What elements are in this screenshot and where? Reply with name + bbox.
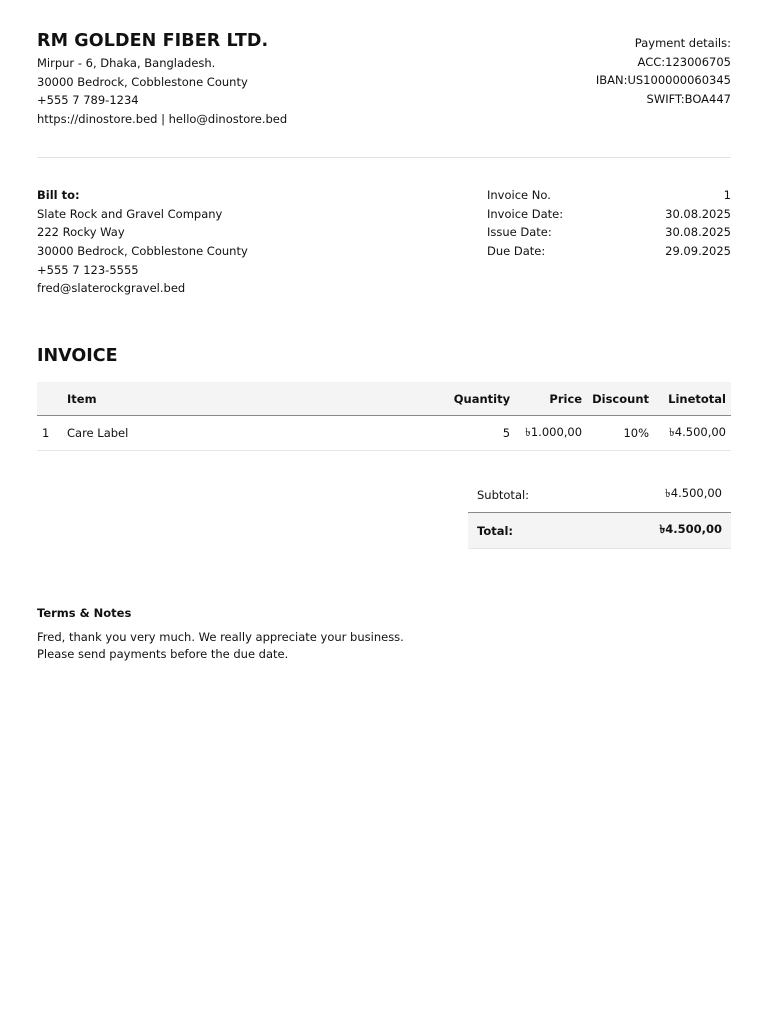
header-linetotal: Linetotal: [654, 382, 731, 416]
meta-row-invoice-date: [487, 205, 731, 224]
total-label: Total:: [477, 523, 514, 538]
subtotal-row: [468, 477, 731, 513]
total-value: ৳4.500,00: [659, 522, 722, 537]
header-num: [37, 382, 66, 416]
payment-label: Payment details:: [634, 36, 731, 50]
payment-details: [596, 34, 731, 129]
billing-section: [37, 186, 731, 298]
payment-swift: SWIFT:BOA447: [646, 92, 731, 107]
terms-line-2: Please send payments before the due date.: [37, 646, 289, 661]
subtotal-label: Subtotal:: [477, 487, 530, 502]
items-table: [37, 382, 731, 451]
table-header-row: [37, 382, 731, 416]
bill-to-email: fred@slaterockgravel.bed: [37, 281, 186, 296]
terms-line-1: Fred, thank you very much. We really appreciate your business.: [37, 630, 404, 645]
header-item: Item: [66, 382, 435, 416]
header-price: Price: [515, 382, 587, 416]
company-name: RM GOLDEN FIBER LTD.: [37, 31, 269, 51]
company-info: [37, 30, 287, 129]
row-price: ৳1.000,00: [515, 416, 587, 451]
row-num: 1: [37, 416, 66, 451]
header: [37, 30, 731, 129]
due-date-label: Due Date:: [487, 243, 546, 258]
bill-to-phone: +555 7 123-5555: [37, 262, 139, 277]
terms-title: Terms & Notes: [37, 606, 132, 621]
company-address-2: 30000 Bedrock, Cobblestone County: [37, 74, 248, 89]
row-quantity: 5: [435, 416, 515, 451]
totals-wrapper: [37, 477, 731, 577]
invoice-meta: [487, 186, 731, 298]
table-row: [37, 416, 731, 451]
bill-to-label: Bill to:: [37, 187, 80, 202]
total-row: [468, 513, 731, 549]
bill-to-address-2: 30000 Bedrock, Cobblestone County: [37, 243, 248, 258]
invoice-date-label: Invoice Date:: [487, 206, 564, 221]
row-linetotal: ৳4.500,00: [654, 416, 731, 451]
row-discount: 10%: [587, 416, 654, 451]
payment-acc: ACC:123006705: [637, 54, 731, 69]
invoice-date-value: 30.08.2025: [665, 206, 731, 221]
meta-row-issue-date: [487, 223, 731, 242]
issue-date-label: Issue Date:: [487, 225, 552, 240]
company-phone: +555 7 789-1234: [37, 93, 139, 108]
meta-row-due-date: [487, 242, 731, 261]
invoice-no-label: Invoice No.: [487, 187, 551, 202]
header-discount: Discount: [587, 382, 654, 416]
bill-to: [37, 186, 248, 298]
invoice-page: [37, 30, 731, 662]
invoice-title: INVOICE: [37, 346, 118, 367]
bill-to-address-1: 222 Rocky Way: [37, 225, 125, 240]
totals: [468, 477, 731, 549]
header-divider: [37, 157, 731, 158]
header-quantity: Quantity: [435, 382, 515, 416]
payment-iban: IBAN:US100000060345: [595, 73, 731, 88]
company-web-email: https://dinostore.bed | hello@dinostore.bed: [37, 112, 288, 127]
subtotal-value: ৳4.500,00: [665, 486, 722, 501]
invoice-no-value: 1: [723, 187, 731, 202]
issue-date-value: 30.08.2025: [665, 225, 731, 240]
row-item: Care Label: [66, 416, 435, 451]
terms-notes: [37, 605, 731, 662]
due-date-value: 29.09.2025: [665, 243, 731, 258]
meta-row-invoice-no: [487, 186, 731, 205]
company-address-1: Mirpur - 6, Dhaka, Bangladesh.: [37, 56, 216, 70]
bill-to-name: Slate Rock and Gravel Company: [37, 206, 223, 221]
